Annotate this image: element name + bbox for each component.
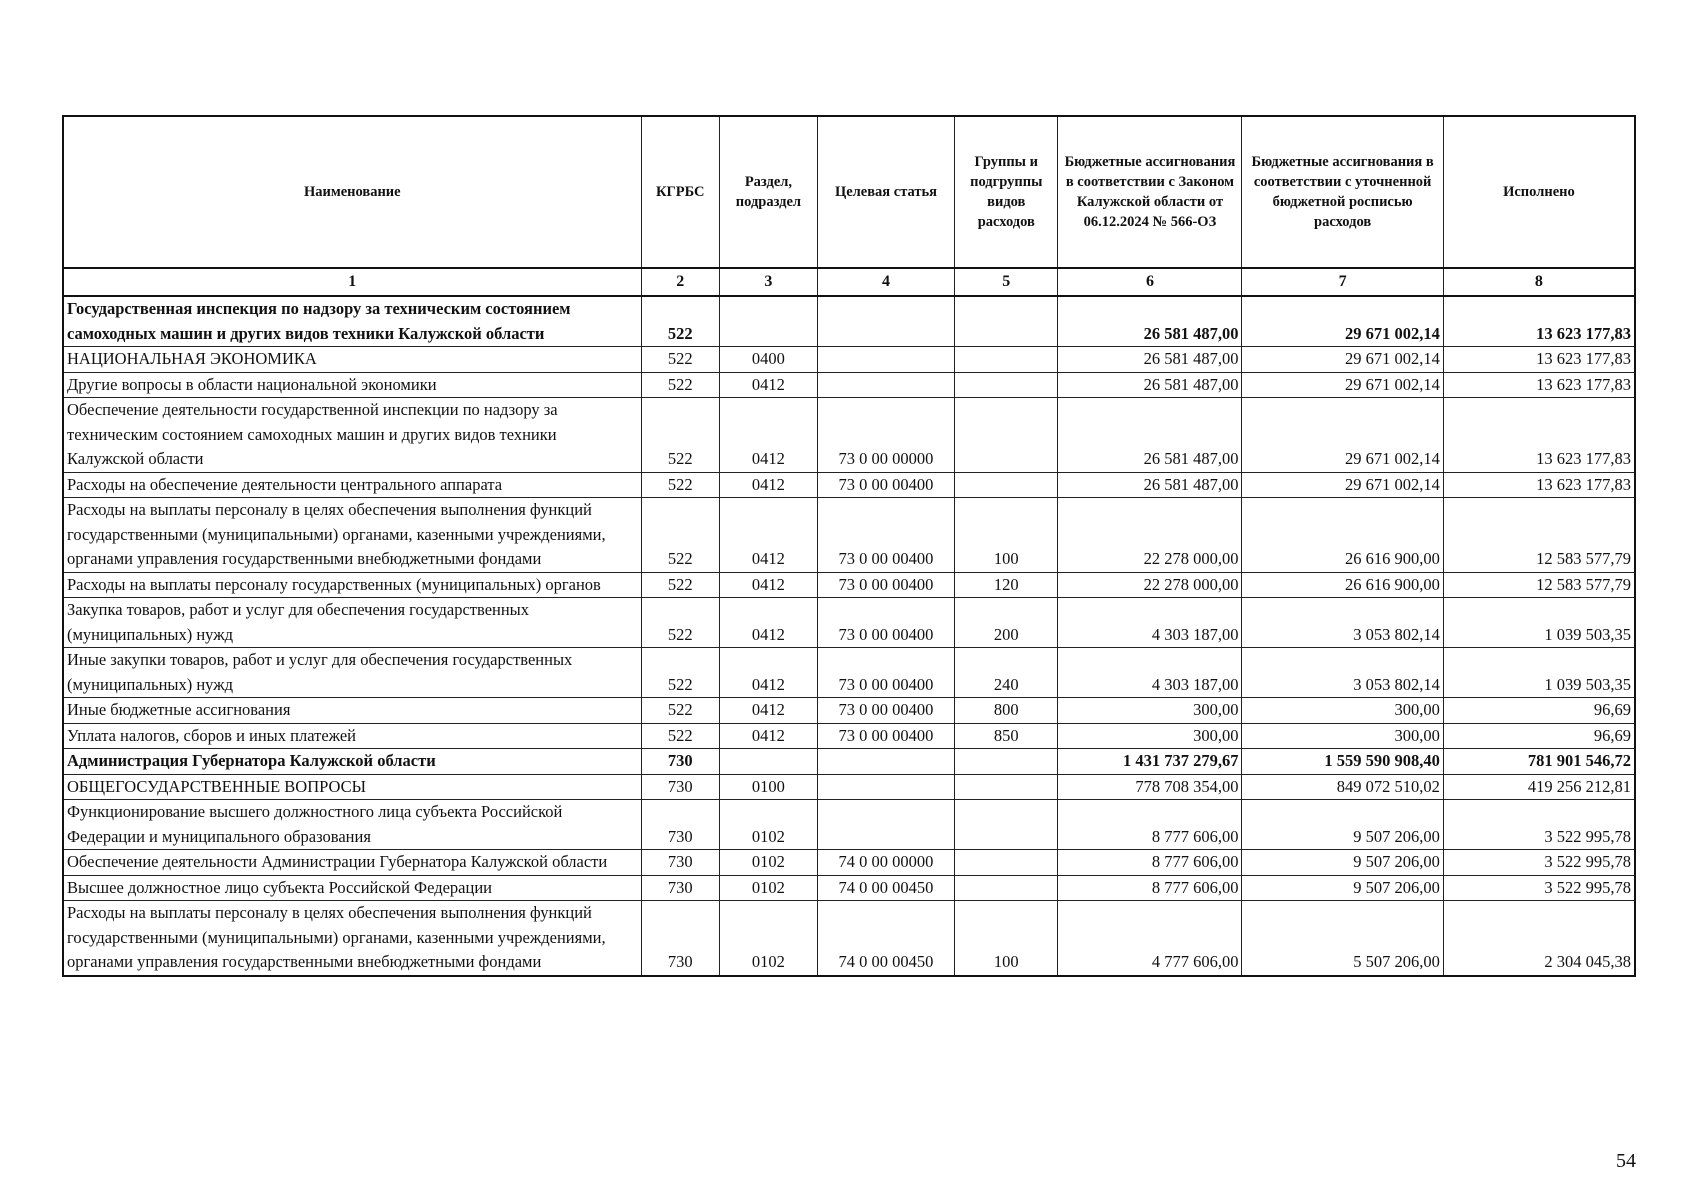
row-expense-group: [955, 296, 1058, 347]
row-executed-amount: 13 623 177,83: [1443, 472, 1635, 498]
row-name: Администрация Губернатора Калужской области: [63, 749, 641, 775]
row-name: Закупка товаров, работ и услуг для обеспечения государственных (муниципальных) нужд: [63, 598, 641, 648]
row-expense-group: [955, 774, 1058, 800]
row-name: Высшее должностное лицо субъекта Российской Федерации: [63, 875, 641, 901]
row-executed-amount: 1 039 503,35: [1443, 598, 1635, 648]
column-number-row: [63, 268, 1635, 296]
row-kgrbs: 522: [641, 472, 719, 498]
row-target-article: [817, 296, 954, 347]
row-target-article: 73 0 00 00400: [817, 472, 954, 498]
row-name: Другие вопросы в области национальной экономики: [63, 372, 641, 398]
row-refined-amount: 3 053 802,14: [1242, 598, 1443, 648]
row-refined-amount: 300,00: [1242, 723, 1443, 749]
row-kgrbs: 730: [641, 749, 719, 775]
row-name: Расходы на выплаты персоналу в целях обеспечения выполнения функций государственными (муниципальными) органами, казенными учреждениями, органами управления государственными внебюджетными фондами: [63, 901, 641, 976]
table-row: [63, 875, 1635, 901]
header-target-article: Целевая статья: [817, 116, 954, 268]
column-number: 6: [1058, 268, 1242, 296]
row-section: 0412: [719, 372, 817, 398]
row-refined-amount: 300,00: [1242, 698, 1443, 724]
row-refined-amount: 1 559 590 908,40: [1242, 749, 1443, 775]
row-name: Иные закупки товаров, работ и услуг для обеспечения государственных (муниципальных) нужд: [63, 648, 641, 698]
column-number: 3: [719, 268, 817, 296]
row-refined-amount: 9 507 206,00: [1242, 850, 1443, 876]
row-name: Уплата налогов, сборов и иных платежей: [63, 723, 641, 749]
row-target-article: [817, 347, 954, 373]
row-expense-group: [955, 800, 1058, 850]
row-name: Обеспечение деятельности Администрации Губернатора Калужской области: [63, 850, 641, 876]
row-law-amount: 1 431 737 279,67: [1058, 749, 1242, 775]
header-expense-groups: Группы и подгруппы видов расходов: [955, 116, 1058, 268]
budget-report-sheet: [62, 115, 1636, 977]
row-executed-amount: 3 522 995,78: [1443, 850, 1635, 876]
row-name: Расходы на выплаты персоналу государственных (муниципальных) органов: [63, 572, 641, 598]
row-law-amount: 300,00: [1058, 698, 1242, 724]
row-name: НАЦИОНАЛЬНАЯ ЭКОНОМИКА: [63, 347, 641, 373]
row-law-amount: 26 581 487,00: [1058, 372, 1242, 398]
column-number: 7: [1242, 268, 1443, 296]
row-executed-amount: 419 256 212,81: [1443, 774, 1635, 800]
table-row: [63, 598, 1635, 648]
row-expense-group: 800: [955, 698, 1058, 724]
row-section: 0412: [719, 398, 817, 473]
header-kgrbs: КГРБС: [641, 116, 719, 268]
row-law-amount: 4 303 187,00: [1058, 598, 1242, 648]
row-law-amount: 22 278 000,00: [1058, 572, 1242, 598]
row-expense-group: [955, 749, 1058, 775]
row-target-article: 73 0 00 00400: [817, 572, 954, 598]
row-executed-amount: 13 623 177,83: [1443, 398, 1635, 473]
row-section: 0412: [719, 498, 817, 573]
row-section: [719, 749, 817, 775]
table-row: [63, 472, 1635, 498]
table-row: [63, 372, 1635, 398]
row-law-amount: 26 581 487,00: [1058, 472, 1242, 498]
row-expense-group: [955, 850, 1058, 876]
row-target-article: 73 0 00 00400: [817, 598, 954, 648]
row-expense-group: [955, 347, 1058, 373]
row-expense-group: [955, 372, 1058, 398]
row-target-article: 73 0 00 00000: [817, 398, 954, 473]
column-number: 4: [817, 268, 954, 296]
row-section: 0412: [719, 698, 817, 724]
row-refined-amount: 29 671 002,14: [1242, 347, 1443, 373]
column-number: 1: [63, 268, 641, 296]
header-name: Наименование: [63, 116, 641, 268]
row-kgrbs: 522: [641, 648, 719, 698]
row-name: Расходы на выплаты персоналу в целях обеспечения выполнения функций государственными (муниципальными) органами, казенными учреждениями, органами управления государственными внебюджетными фондами: [63, 498, 641, 573]
row-executed-amount: 12 583 577,79: [1443, 572, 1635, 598]
row-target-article: 73 0 00 00400: [817, 723, 954, 749]
row-kgrbs: 522: [641, 498, 719, 573]
row-executed-amount: 13 623 177,83: [1443, 296, 1635, 347]
table-row: [63, 698, 1635, 724]
row-kgrbs: 730: [641, 774, 719, 800]
header-executed: Исполнено: [1443, 116, 1635, 268]
page-number: 54: [1616, 1150, 1636, 1172]
header-section: Раздел, подраздел: [719, 116, 817, 268]
row-expense-group: 850: [955, 723, 1058, 749]
row-executed-amount: 13 623 177,83: [1443, 347, 1635, 373]
row-executed-amount: 96,69: [1443, 723, 1635, 749]
row-kgrbs: 730: [641, 901, 719, 976]
column-number: 2: [641, 268, 719, 296]
row-executed-amount: 3 522 995,78: [1443, 800, 1635, 850]
row-kgrbs: 522: [641, 723, 719, 749]
row-law-amount: 22 278 000,00: [1058, 498, 1242, 573]
row-name: ОБЩЕГОСУДАРСТВЕННЫЕ ВОПРОСЫ: [63, 774, 641, 800]
header-law-allocations: Бюджетные ассигнования в соответствии с Законом Калужской области от 06.12.2024 № 566-ОЗ: [1058, 116, 1242, 268]
row-expense-group: [955, 398, 1058, 473]
row-kgrbs: 522: [641, 296, 719, 347]
row-kgrbs: 730: [641, 850, 719, 876]
row-expense-group: [955, 472, 1058, 498]
row-section: 0412: [719, 472, 817, 498]
table-row: [63, 347, 1635, 373]
row-target-article: [817, 774, 954, 800]
table-row: [63, 648, 1635, 698]
table-row: [63, 850, 1635, 876]
row-executed-amount: 3 522 995,78: [1443, 875, 1635, 901]
row-expense-group: 120: [955, 572, 1058, 598]
table-row: [63, 800, 1635, 850]
row-refined-amount: 29 671 002,14: [1242, 472, 1443, 498]
row-target-article: [817, 749, 954, 775]
row-refined-amount: 26 616 900,00: [1242, 572, 1443, 598]
row-target-article: 73 0 00 00400: [817, 698, 954, 724]
row-target-article: 74 0 00 00450: [817, 901, 954, 976]
row-refined-amount: 29 671 002,14: [1242, 372, 1443, 398]
row-section: [719, 296, 817, 347]
row-kgrbs: 522: [641, 398, 719, 473]
row-refined-amount: 29 671 002,14: [1242, 398, 1443, 473]
row-kgrbs: 522: [641, 347, 719, 373]
row-refined-amount: 26 616 900,00: [1242, 498, 1443, 573]
row-refined-amount: 9 507 206,00: [1242, 800, 1443, 850]
row-executed-amount: 781 901 546,72: [1443, 749, 1635, 775]
row-name: Обеспечение деятельности государственной инспекции по надзору за техническим состоянием самоходных машин и других видов техники Калужской области: [63, 398, 641, 473]
row-kgrbs: 522: [641, 572, 719, 598]
row-executed-amount: 96,69: [1443, 698, 1635, 724]
row-section: 0102: [719, 800, 817, 850]
header-row: [63, 116, 1635, 268]
row-name: Функционирование высшего должностного лица субъекта Российской Федерации и муниципального образования: [63, 800, 641, 850]
row-kgrbs: 522: [641, 598, 719, 648]
row-executed-amount: 2 304 045,38: [1443, 901, 1635, 976]
row-law-amount: 778 708 354,00: [1058, 774, 1242, 800]
row-target-article: [817, 372, 954, 398]
column-number: 8: [1443, 268, 1635, 296]
row-section: 0412: [719, 648, 817, 698]
table-row: [63, 774, 1635, 800]
row-section: 0400: [719, 347, 817, 373]
row-expense-group: 100: [955, 498, 1058, 573]
row-section: 0102: [719, 875, 817, 901]
row-expense-group: 200: [955, 598, 1058, 648]
row-law-amount: 8 777 606,00: [1058, 850, 1242, 876]
header-refined-allocations: Бюджетные ассигнования в соответствии с уточненной бюджетной росписью расходов: [1242, 116, 1443, 268]
row-section: 0412: [719, 598, 817, 648]
row-kgrbs: 522: [641, 372, 719, 398]
row-target-article: 73 0 00 00400: [817, 498, 954, 573]
row-expense-group: 100: [955, 901, 1058, 976]
table-row: [63, 398, 1635, 473]
row-section: 0102: [719, 850, 817, 876]
table-row: [63, 498, 1635, 573]
row-executed-amount: 12 583 577,79: [1443, 498, 1635, 573]
table-row: [63, 296, 1635, 347]
row-law-amount: 8 777 606,00: [1058, 875, 1242, 901]
row-section: 0100: [719, 774, 817, 800]
row-target-article: [817, 800, 954, 850]
row-target-article: 73 0 00 00400: [817, 648, 954, 698]
row-section: 0412: [719, 723, 817, 749]
table-row: [63, 572, 1635, 598]
row-expense-group: [955, 875, 1058, 901]
row-section: 0102: [719, 901, 817, 976]
row-target-article: 74 0 00 00450: [817, 875, 954, 901]
column-number: 5: [955, 268, 1058, 296]
row-section: 0412: [719, 572, 817, 598]
row-refined-amount: 29 671 002,14: [1242, 296, 1443, 347]
table-row: [63, 901, 1635, 976]
row-law-amount: 300,00: [1058, 723, 1242, 749]
row-name: Расходы на обеспечение деятельности центрального аппарата: [63, 472, 641, 498]
row-target-article: 74 0 00 00000: [817, 850, 954, 876]
row-kgrbs: 730: [641, 875, 719, 901]
row-law-amount: 4 303 187,00: [1058, 648, 1242, 698]
budget-table: [62, 115, 1636, 977]
table-row: [63, 749, 1635, 775]
row-name: Государственная инспекция по надзору за техническим состоянием самоходных машин и других видов техники Калужской области: [63, 296, 641, 347]
row-law-amount: 26 581 487,00: [1058, 347, 1242, 373]
row-law-amount: 26 581 487,00: [1058, 296, 1242, 347]
row-expense-group: 240: [955, 648, 1058, 698]
row-refined-amount: 5 507 206,00: [1242, 901, 1443, 976]
row-law-amount: 26 581 487,00: [1058, 398, 1242, 473]
table-row: [63, 723, 1635, 749]
table-body: [63, 296, 1635, 976]
row-executed-amount: 13 623 177,83: [1443, 372, 1635, 398]
row-executed-amount: 1 039 503,35: [1443, 648, 1635, 698]
row-law-amount: 4 777 606,00: [1058, 901, 1242, 976]
row-name: Иные бюджетные ассигнования: [63, 698, 641, 724]
row-kgrbs: 522: [641, 698, 719, 724]
row-law-amount: 8 777 606,00: [1058, 800, 1242, 850]
row-refined-amount: 3 053 802,14: [1242, 648, 1443, 698]
row-kgrbs: 730: [641, 800, 719, 850]
row-refined-amount: 9 507 206,00: [1242, 875, 1443, 901]
row-refined-amount: 849 072 510,02: [1242, 774, 1443, 800]
